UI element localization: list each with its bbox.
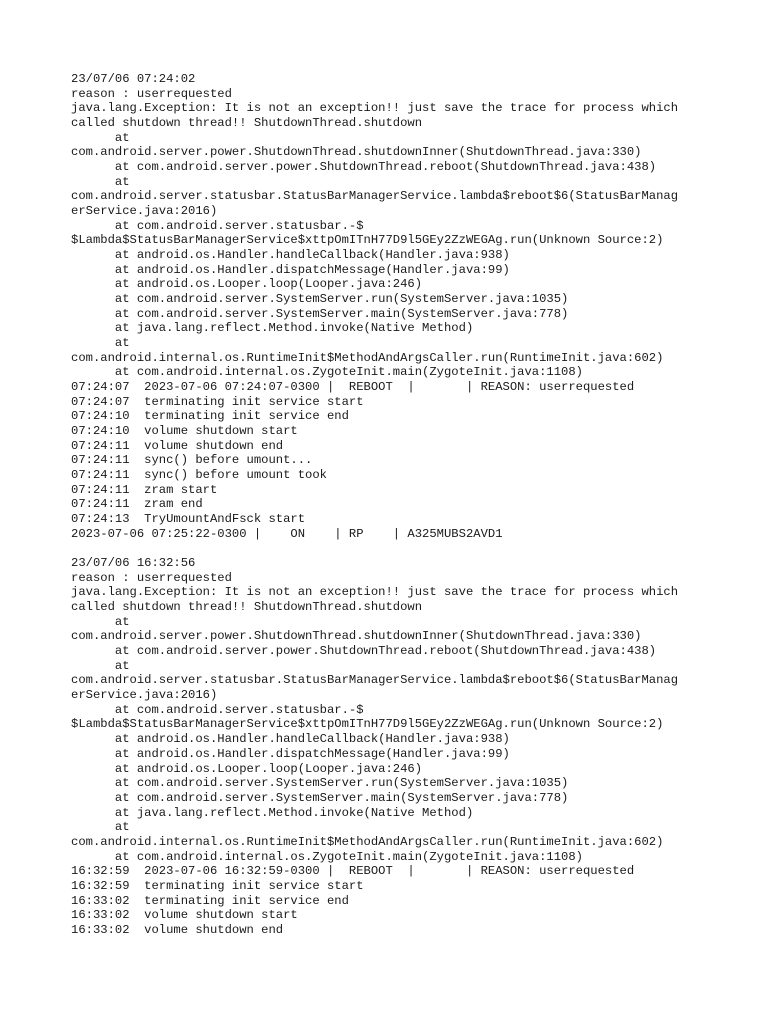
- log-line: 07:24:11 zram end: [71, 497, 203, 512]
- log-line: 07:24:11 volume shutdown end: [71, 438, 284, 453]
- log-line: at android.os.Looper.loop(Looper.java:246): [71, 277, 423, 292]
- log-line: at: [71, 658, 130, 673]
- log-line: com.android.internal.os.RuntimeInit$MethodAndArgsCaller.run(RuntimeInit.java:602): [71, 834, 664, 849]
- log-line: 07:24:11 sync() before umount...: [71, 453, 313, 468]
- log-line: at android.os.Handler.handleCallback(Handler.java:938): [71, 732, 510, 747]
- log-line: at com.android.internal.os.ZygoteInit.main(ZygoteInit.java:1108): [71, 365, 583, 380]
- log-line: 07:24:10 volume shutdown start: [71, 424, 298, 439]
- log-line: at: [71, 820, 130, 835]
- log-line: at com.android.server.SystemServer.run(SystemServer.java:1035): [71, 776, 569, 791]
- log-line: 23/07/06 07:24:02: [71, 72, 196, 86]
- log-line: 07:24:11 sync() before umount took: [71, 468, 327, 483]
- log-entry-1: [71, 72, 768, 542]
- log-line: at com.android.server.statusbar.-$: [71, 218, 364, 233]
- log-line: at com.android.internal.os.ZygoteInit.main(ZygoteInit.java:1108): [71, 849, 583, 864]
- log-line: at android.os.Handler.dispatchMessage(Handler.java:99): [71, 746, 510, 761]
- log-entry-2: [71, 556, 768, 937]
- log-line: 2023-07-06 07:25:22-0300 | ON | RP | A325MUBS2AVD1: [71, 526, 503, 541]
- log-line: com.android.server.power.ShutdownThread.shutdownInner(ShutdownThread.java:330): [71, 629, 642, 644]
- log-line: $Lambda$StatusBarManagerService$xttpOmITnH77D9l5GEy2ZzWEGAg.run(Unknown Source:2): [71, 717, 664, 732]
- log-line: at: [71, 614, 130, 629]
- log-line: at java.lang.reflect.Method.invoke(Native Method): [71, 805, 474, 820]
- log-line: 16:32:59 terminating init service start: [71, 878, 364, 893]
- log-line: com.android.server.statusbar.StatusBarManagerService.lambda$reboot$6(StatusBarManag: [71, 189, 679, 204]
- log-line: java.lang.Exception: It is not an exception!! just save the trace for process which: [71, 101, 679, 116]
- log-line: com.android.internal.os.RuntimeInit$MethodAndArgsCaller.run(RuntimeInit.java:602): [71, 350, 664, 365]
- log-line: reason : userrequested: [71, 570, 232, 585]
- log-line: at android.os.Looper.loop(Looper.java:246): [71, 761, 423, 776]
- log-line: 16:33:02 volume shutdown end: [71, 922, 284, 937]
- log-line: 16:33:02 volume shutdown start: [71, 908, 298, 923]
- log-line: at android.os.Handler.dispatchMessage(Handler.java:99): [71, 262, 510, 277]
- log-line: 07:24:13 TryUmountAndFsck start: [71, 512, 306, 527]
- log-line: 07:24:07 2023-07-06 07:24:07-0300 | REBOOT | | REASON: userrequested: [71, 380, 635, 395]
- log-line: at java.lang.reflect.Method.invoke(Native Method): [71, 321, 474, 336]
- log-line: called shutdown thread!! ShutdownThread.shutdown: [71, 116, 423, 131]
- log-line: 16:32:59 2023-07-06 16:32:59-0300 | REBOOT | | REASON: userrequested: [71, 864, 635, 879]
- log-line: at com.android.server.SystemServer.main(SystemServer.java:778): [71, 790, 569, 805]
- log-line: at com.android.server.SystemServer.main(SystemServer.java:778): [71, 306, 569, 321]
- log-line: reason : userrequested: [71, 86, 232, 101]
- log-line: $Lambda$StatusBarManagerService$xttpOmITnH77D9l5GEy2ZzWEGAg.run(Unknown Source:2): [71, 233, 664, 248]
- log-line: com.android.server.power.ShutdownThread.shutdownInner(ShutdownThread.java:330): [71, 145, 642, 160]
- log-line: at com.android.server.SystemServer.run(SystemServer.java:1035): [71, 292, 569, 307]
- log-line: at com.android.server.power.ShutdownThread.reboot(ShutdownThread.java:438): [71, 160, 657, 175]
- log-line: at: [71, 336, 130, 351]
- log-line: at com.android.server.statusbar.-$: [71, 702, 364, 717]
- log-line: called shutdown thread!! ShutdownThread.shutdown: [71, 600, 423, 615]
- log-line: erService.java:2016): [71, 204, 218, 219]
- log-line: 23/07/06 16:32:56: [71, 556, 196, 571]
- log-line: 07:24:10 terminating init service end: [71, 409, 349, 424]
- log-line: com.android.server.statusbar.StatusBarManagerService.lambda$reboot$6(StatusBarManag: [71, 673, 679, 688]
- log-line: 07:24:11 zram start: [71, 482, 218, 497]
- log-line: at com.android.server.power.ShutdownThread.reboot(ShutdownThread.java:438): [71, 644, 657, 659]
- log-line: at: [71, 174, 130, 189]
- log-line: erService.java:2016): [71, 688, 218, 703]
- log-line: at: [71, 130, 130, 145]
- log-line: 07:24:07 terminating init service start: [71, 394, 364, 409]
- log-line: java.lang.Exception: It is not an exception!! just save the trace for process which: [71, 585, 679, 600]
- log-line: 16:33:02 terminating init service end: [71, 893, 349, 908]
- log-line: at android.os.Handler.handleCallback(Handler.java:938): [71, 248, 510, 263]
